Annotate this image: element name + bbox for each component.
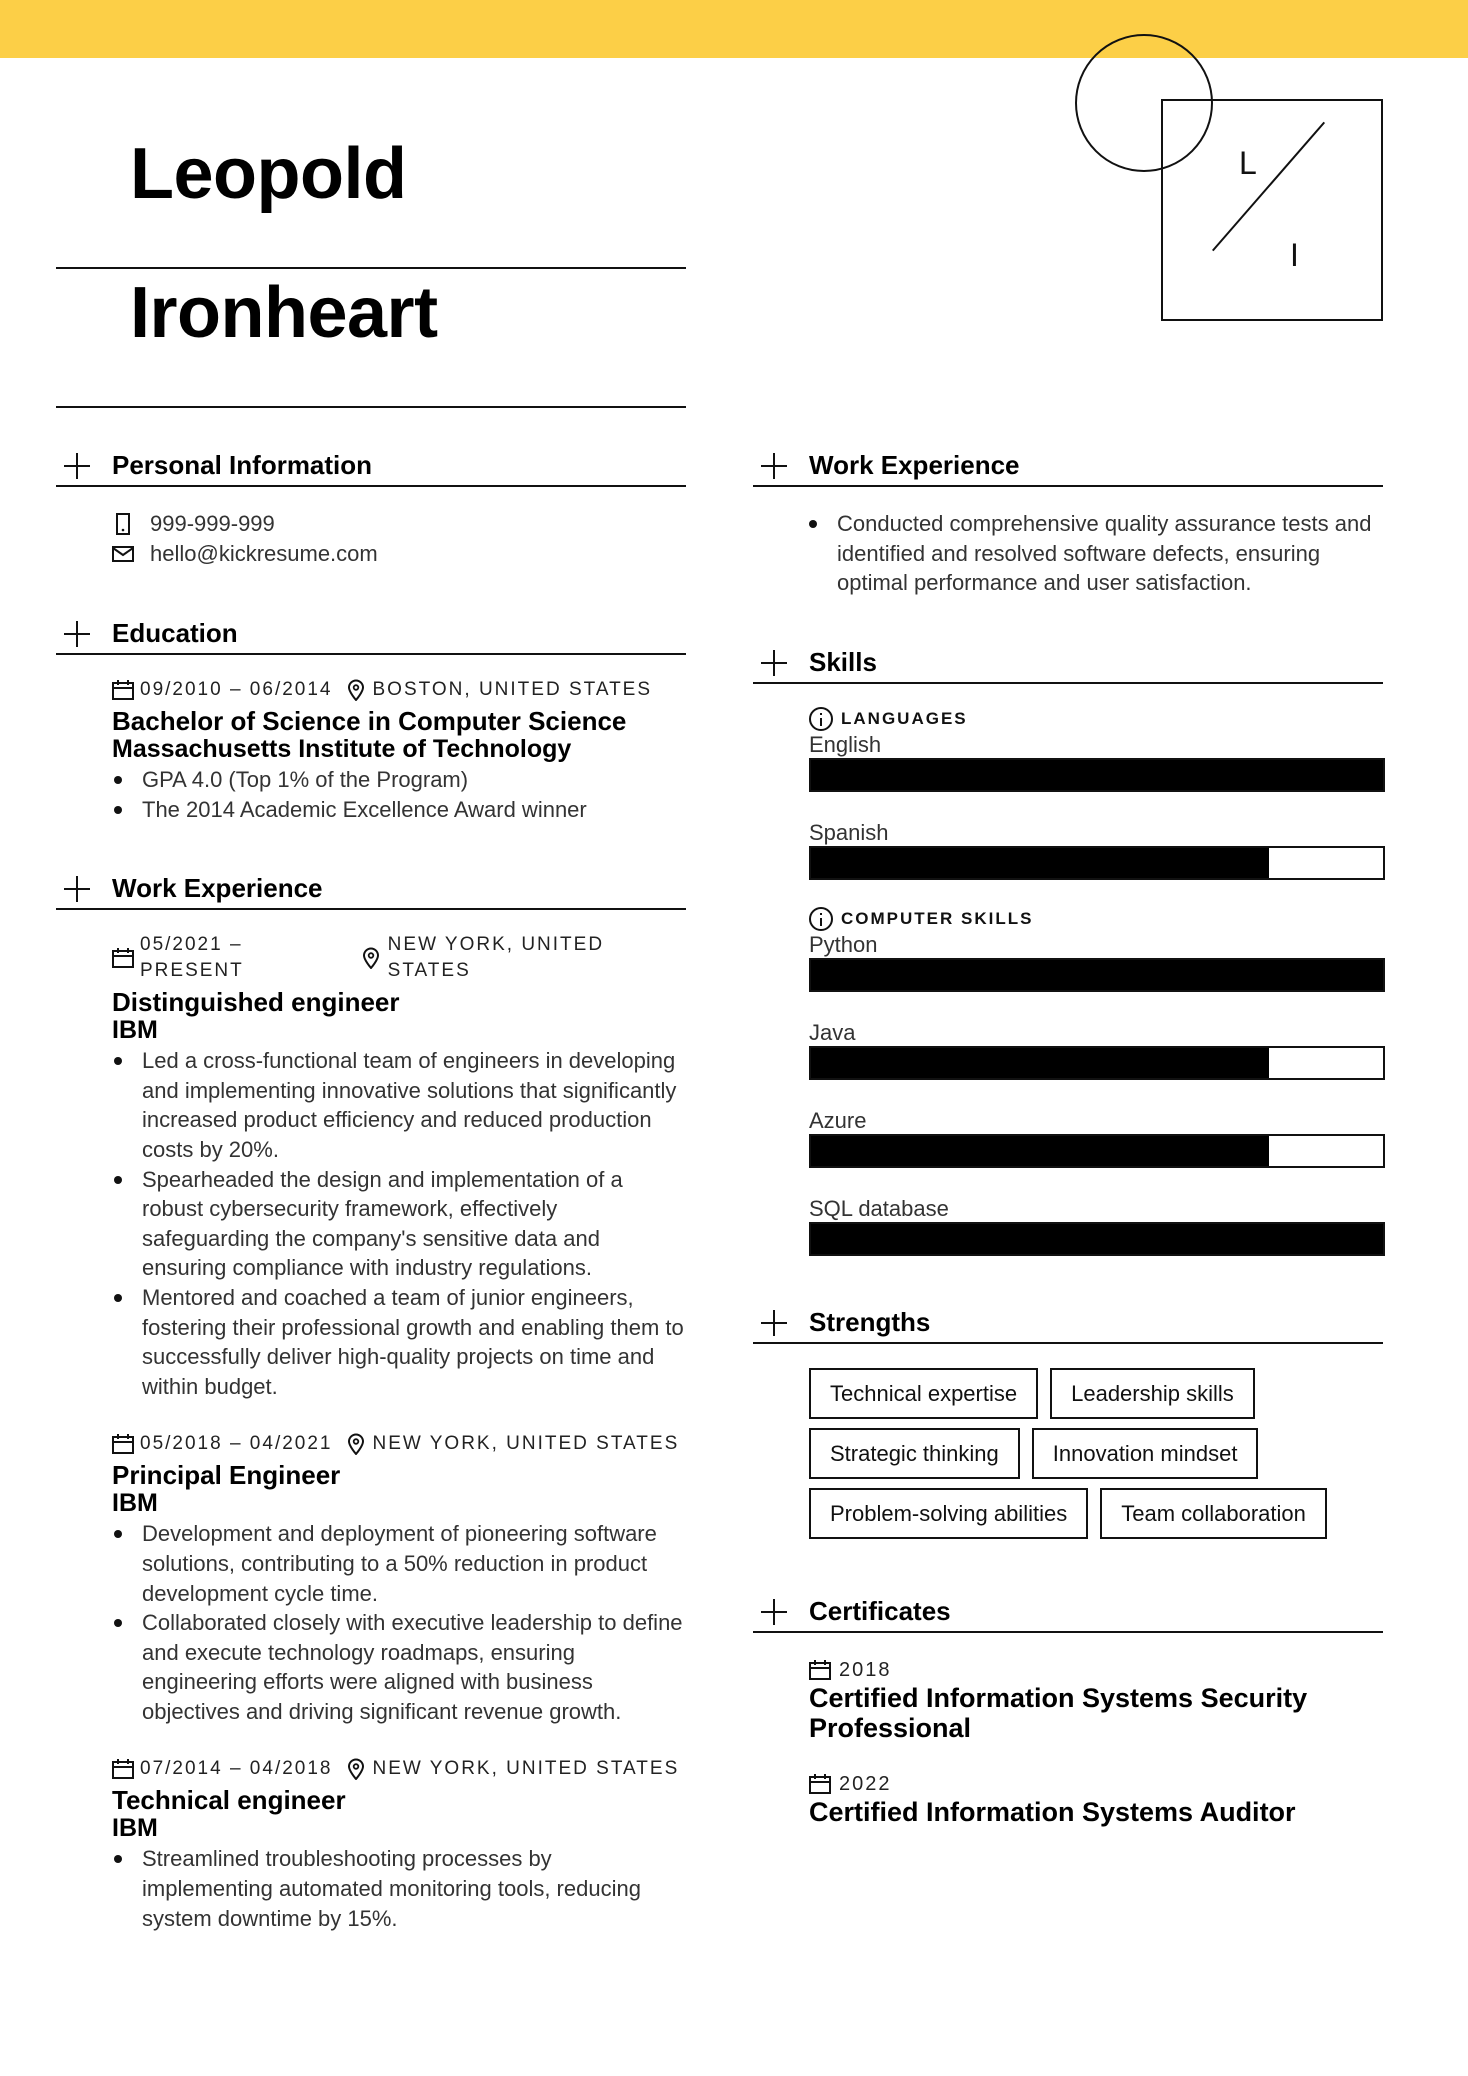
mail-icon [112, 543, 134, 565]
certificate-year: 2022 [839, 1772, 892, 1795]
skill-group-label: LANGUAGES [841, 708, 968, 728]
calendar-icon [809, 1659, 831, 1681]
entry-meta [112, 932, 686, 984]
location-pin-icon [345, 679, 367, 701]
work-item [56, 1431, 686, 1726]
monogram-square [1161, 99, 1383, 321]
entry-meta [112, 1756, 686, 1782]
skill-name: Azure [809, 1107, 867, 1133]
entry-dates: 09/2010 – 06/2014 [140, 679, 333, 700]
calendar-icon [112, 1433, 134, 1455]
skill-item [809, 1108, 1383, 1168]
location-pin-icon [345, 1758, 367, 1780]
skill-bar [809, 758, 1385, 792]
skill-bar-fill [811, 1048, 1269, 1078]
phone-icon [112, 513, 134, 535]
work-item [56, 932, 686, 1401]
job-title: Principal Engineer [112, 1460, 341, 1491]
job-bullets [112, 1844, 686, 1933]
plus-icon [64, 876, 90, 902]
monogram-last-initial: I [1290, 237, 1299, 273]
job-bullets [112, 1046, 686, 1401]
skill-group-languages [809, 706, 1383, 732]
certificate-year: 2018 [839, 1658, 892, 1681]
section-title: Skills [809, 646, 877, 677]
section-title: Strengths [809, 1306, 931, 1337]
name-block [56, 130, 686, 408]
list-item: GPA 4.0 (Top 1% of the Program) [112, 765, 686, 795]
first-name-row [56, 130, 686, 269]
monogram-first-initial: L [1239, 145, 1257, 181]
strength-tag: Leadership skills [1050, 1368, 1255, 1419]
section-title: Education [112, 618, 238, 648]
entry-location: NEW YORK, UNITED STATES [387, 934, 605, 982]
strength-tag: Problem-solving abilities [809, 1488, 1088, 1539]
location-pin-icon [345, 1433, 367, 1455]
company-name: IBM [112, 1814, 158, 1843]
skill-group-computer [809, 906, 1383, 932]
skill-bar-fill [811, 1136, 1269, 1166]
certificate-year-row [809, 1771, 1383, 1797]
strength-tag: Strategic thinking [809, 1428, 1020, 1479]
skill-item [809, 1196, 1383, 1256]
skill-bar [809, 1222, 1385, 1256]
entry-location: NEW YORK, UNITED STATES [372, 1433, 680, 1455]
section-title: Work Experience [809, 450, 1020, 480]
skill-item [809, 932, 1383, 992]
skill-name: Spanish [809, 819, 889, 845]
skills-body [753, 706, 1383, 1256]
calendar-icon [112, 679, 134, 701]
company-name: IBM [112, 1489, 158, 1518]
calendar-icon [112, 1758, 134, 1780]
plus-icon [64, 453, 90, 479]
list-item: Mentored and coached a team of junior engineers, fostering their professional growth and enabling them to successfully deliver high-quality projects on time and within budget. [112, 1283, 686, 1401]
plus-icon [761, 453, 787, 479]
job-title: Technical engineer [112, 1785, 346, 1816]
entry-location: NEW YORK, UNITED STATES [372, 1758, 680, 1780]
list-item: Conducted comprehensive quality assurance tests and identified and resolved software defects, ensuring optimal performance and user satisfaction. [807, 509, 1383, 598]
degree-title: Bachelor of Science in Computer Science [112, 706, 627, 736]
skill-group-label: COMPUTER SKILLS [841, 908, 1034, 928]
skill-name: SQL database [809, 1195, 949, 1221]
school-name: Massachusetts Institute of Technology [112, 735, 572, 763]
info-icon [809, 907, 833, 931]
entry-dates: 05/2018 – 04/2021 [140, 1433, 333, 1455]
section-header-personal [56, 445, 686, 487]
education-item [56, 677, 686, 824]
strength-tags [809, 1368, 1385, 1539]
skill-item [809, 820, 1383, 880]
company-name: IBM [112, 1016, 158, 1045]
section-header-skills [753, 642, 1383, 684]
info-icon [809, 707, 833, 731]
section-title: Work Experience [112, 873, 323, 904]
last-name-row [56, 269, 686, 408]
section-title: Certificates [809, 1595, 951, 1626]
list-item: Collaborated closely with executive leadership to define and execute technology roadmaps, ensuring engineering efforts were aligned with business objectives and driving significant revenue growth. [112, 1608, 686, 1726]
calendar-icon [112, 947, 134, 969]
certificate-title: Certified Information Systems Auditor [809, 1796, 1296, 1827]
certificate-item [753, 1657, 1383, 1743]
list-item: The 2014 Academic Excellence Award winner [112, 795, 686, 825]
strength-tag: Team collaboration [1100, 1488, 1327, 1539]
entry-location: BOSTON, UNITED STATES [372, 679, 653, 700]
skill-bar [809, 1046, 1385, 1080]
skill-name: Python [809, 931, 878, 957]
skill-bar-fill [811, 960, 1383, 990]
certificate-year-row [809, 1657, 1383, 1683]
monogram [1075, 34, 1385, 324]
calendar-icon [809, 1773, 831, 1795]
phone-row [112, 509, 686, 539]
list-item: Spearheaded the design and implementation of a robust cybersecurity framework, effectively safeguarding the company's sensitive data and ensuring compliance with industry regulations. [112, 1165, 686, 1283]
section-header-education [56, 613, 686, 655]
work-item [56, 1756, 686, 1933]
strength-tag: Innovation mindset [1032, 1428, 1259, 1479]
section-header-work-continued [753, 445, 1383, 487]
skill-name: English [809, 731, 882, 757]
left-column [56, 445, 686, 1933]
section-title: Personal Information [112, 450, 373, 480]
job-title: Distinguished engineer [112, 987, 400, 1018]
certificate-item [753, 1771, 1383, 1827]
entry-dates: 05/2021 – PRESENT [140, 934, 244, 982]
plus-icon [761, 650, 787, 676]
skill-bar-fill [811, 760, 1383, 790]
skill-bar [809, 958, 1385, 992]
strengths-body [753, 1368, 1383, 1539]
section-header-strengths [753, 1302, 1383, 1344]
certificate-title: Certified Information Systems Security Professional [809, 1682, 1308, 1743]
skill-item [809, 1020, 1383, 1080]
entry-dates: 07/2014 – 04/2018 [140, 1758, 333, 1780]
email-address[interactable]: hello@kickresume.com [150, 541, 378, 566]
first-name: Leopold [130, 134, 407, 214]
strength-tag: Technical expertise [809, 1368, 1038, 1419]
email-row [112, 539, 686, 569]
job-bullets [807, 509, 1383, 598]
skill-name: Java [809, 1019, 856, 1045]
skill-item [809, 732, 1383, 792]
contact-list [56, 509, 686, 569]
list-item: Development and deployment of pioneering software solutions, contributing to a 50% reduction in product development cycle time. [112, 1519, 686, 1608]
location-pin-icon [360, 947, 382, 969]
entry-meta [112, 677, 686, 703]
last-name: Ironheart [130, 273, 438, 353]
section-header-work [56, 868, 686, 910]
skill-bar-fill [811, 1224, 1383, 1254]
job-bullets [112, 1519, 686, 1726]
skill-bar [809, 1134, 1385, 1168]
plus-icon [761, 1599, 787, 1625]
entry-meta [112, 1431, 686, 1457]
skill-bar-fill [811, 848, 1269, 878]
skill-bar [809, 846, 1385, 880]
phone-number[interactable]: 999-999-999 [150, 511, 275, 536]
right-column [753, 445, 1383, 1827]
list-item: Streamlined troubleshooting processes by implementing automated monitoring tools, reducing system downtime by 15%. [112, 1844, 686, 1933]
section-header-certificates [753, 1591, 1383, 1633]
education-bullets [112, 765, 686, 824]
list-item: Led a cross-functional team of engineers in developing and implementing innovative solutions that significantly increased product efficiency and reduced production costs by 20%. [112, 1046, 686, 1164]
plus-icon [64, 621, 90, 647]
plus-icon [761, 1310, 787, 1336]
work-continued-item [753, 509, 1383, 598]
